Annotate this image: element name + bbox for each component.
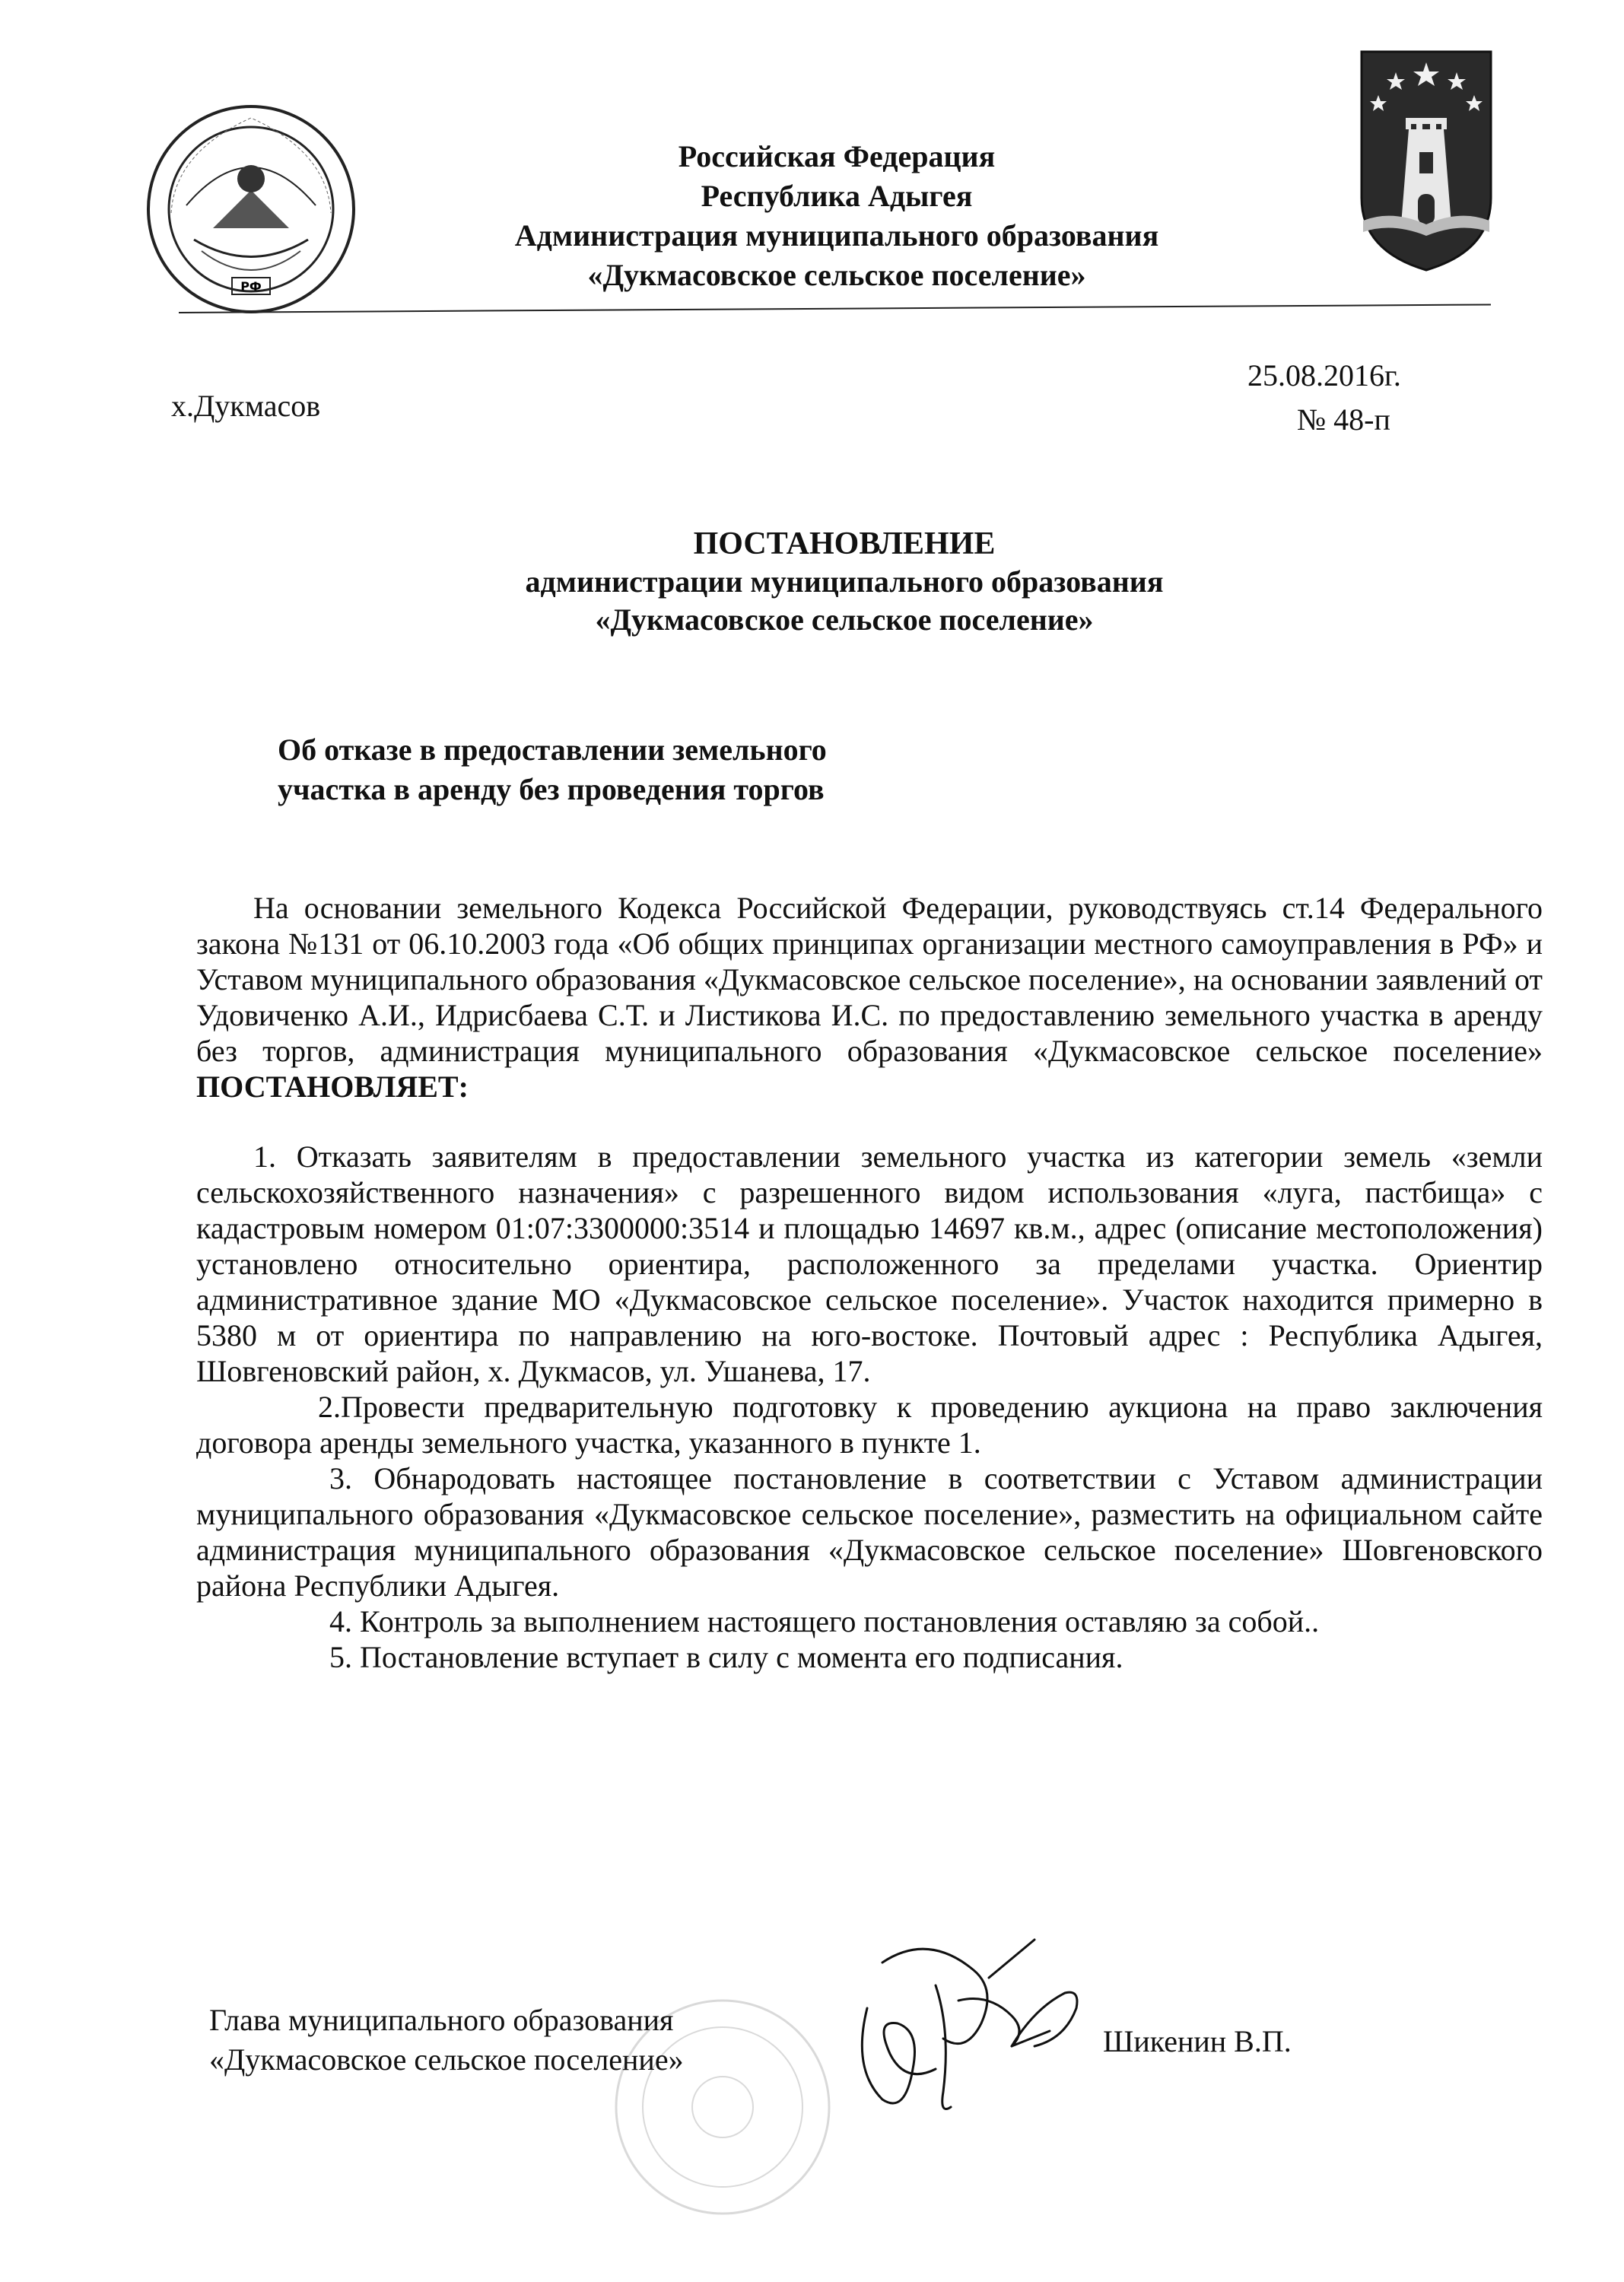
handwritten-signature — [837, 1917, 1095, 2130]
settlement-line: «Дукмасовское сельское поселение» — [587, 258, 1086, 292]
signer-position-line1: Глава муниципального образования — [209, 2003, 674, 2037]
signer-position — [209, 2001, 684, 2080]
signer-name: Шикенин В.П. — [1103, 2024, 1292, 2058]
decree-heading — [327, 525, 1362, 639]
decree-subject — [278, 730, 827, 809]
item-5: 5. Постановление вступает в силу с момента его подписания. — [329, 1640, 1123, 1674]
letterhead — [304, 137, 1369, 295]
decree-body — [196, 890, 1543, 1675]
svg-text:РФ: РФ — [240, 279, 262, 294]
item-1: 1. Отказать заявителям в предоставлении земельного участка из категории земель «земли сельскохозяйственного назначения» с разрешенного видом использования «луга, пастбища» с кадастровым номером 01:07:3300000:3514 и площадью 14697 кв.м., адрес (описание местоположения) установлено относительно ориентира, расположенного за пределами участка. Ориентир административное здание МО «Дукмасовское сельское поселение». Участок находится примерно в 5380 м от ориентира по направлению на юго-востоке. Почтовый адрес : Республика Адыгея, Шовгеновский район, х. Дукмасов, ул. Ушанева, 17. — [196, 1139, 1543, 1388]
document-date: 25.08.2016г. — [1247, 358, 1401, 393]
settlement-emblem — [1354, 46, 1498, 274]
document-place: х.Дукмасов — [171, 389, 321, 423]
document-number: № 48-п — [1297, 402, 1390, 437]
header-divider — [179, 304, 1491, 313]
preamble-text: На основании земельного Кодекса Российской Федерации, руководствуясь ст.14 Федерального закона №131 от 06.10.2003 года «Об общих принципах организации местного самоуправления в РФ» и Уставом муниципального образования «Дукмасовское сельское поселение», на основании заявлений от Удовиченко А.И., Идрисбаева С.Т. и Листикова И.С. по предоставлению земельного участка в аренду без торгов, администрация муниципального образования «Дукмасовское сельское поселение» — [196, 891, 1543, 1068]
item-4: 4. Контроль за выполнением настоящего постановления оставляю за собой.. — [329, 1604, 1320, 1638]
republic-line: Республика Адыгея — [701, 179, 973, 213]
administration-line: Администрация муниципального образования — [514, 218, 1159, 253]
country-line: Российская Федерация — [678, 139, 996, 173]
decree-line2: «Дукмасовское сельское поселение» — [595, 602, 1094, 637]
item-3: 3. Обнародовать настоящее постановление в соответствии с Уставом администрации муниципального образования «Дукмасовское сельское поселение», разместить на официальном сайте администрация муниципального образования «Дукмасовское сельское поселение» Шовгеновского района Республики Адыгея. — [196, 1461, 1543, 1603]
preamble-paragraph — [196, 890, 1543, 1104]
decides-word: ПОСТАНОВЛЯЕТ: — [196, 1069, 469, 1104]
subject-line2: участка в аренду без проведения торгов — [278, 772, 825, 806]
decree-title: ПОСТАНОВЛЕНИЕ — [693, 526, 996, 561]
signer-position-line2: «Дукмасовское сельское поселение» — [209, 2042, 684, 2077]
subject-line1: Об отказе в предоставлении земельного — [278, 733, 827, 767]
decree-line1: администрации муниципального образования — [525, 564, 1164, 599]
dukmasov-coat-of-arms-icon — [1354, 46, 1498, 274]
item-2: 2.Провести предварительную подготовку к проведению аукциона на право заключения договора аренды земельного участка, указанного в пункте 1. — [196, 1390, 1543, 1460]
